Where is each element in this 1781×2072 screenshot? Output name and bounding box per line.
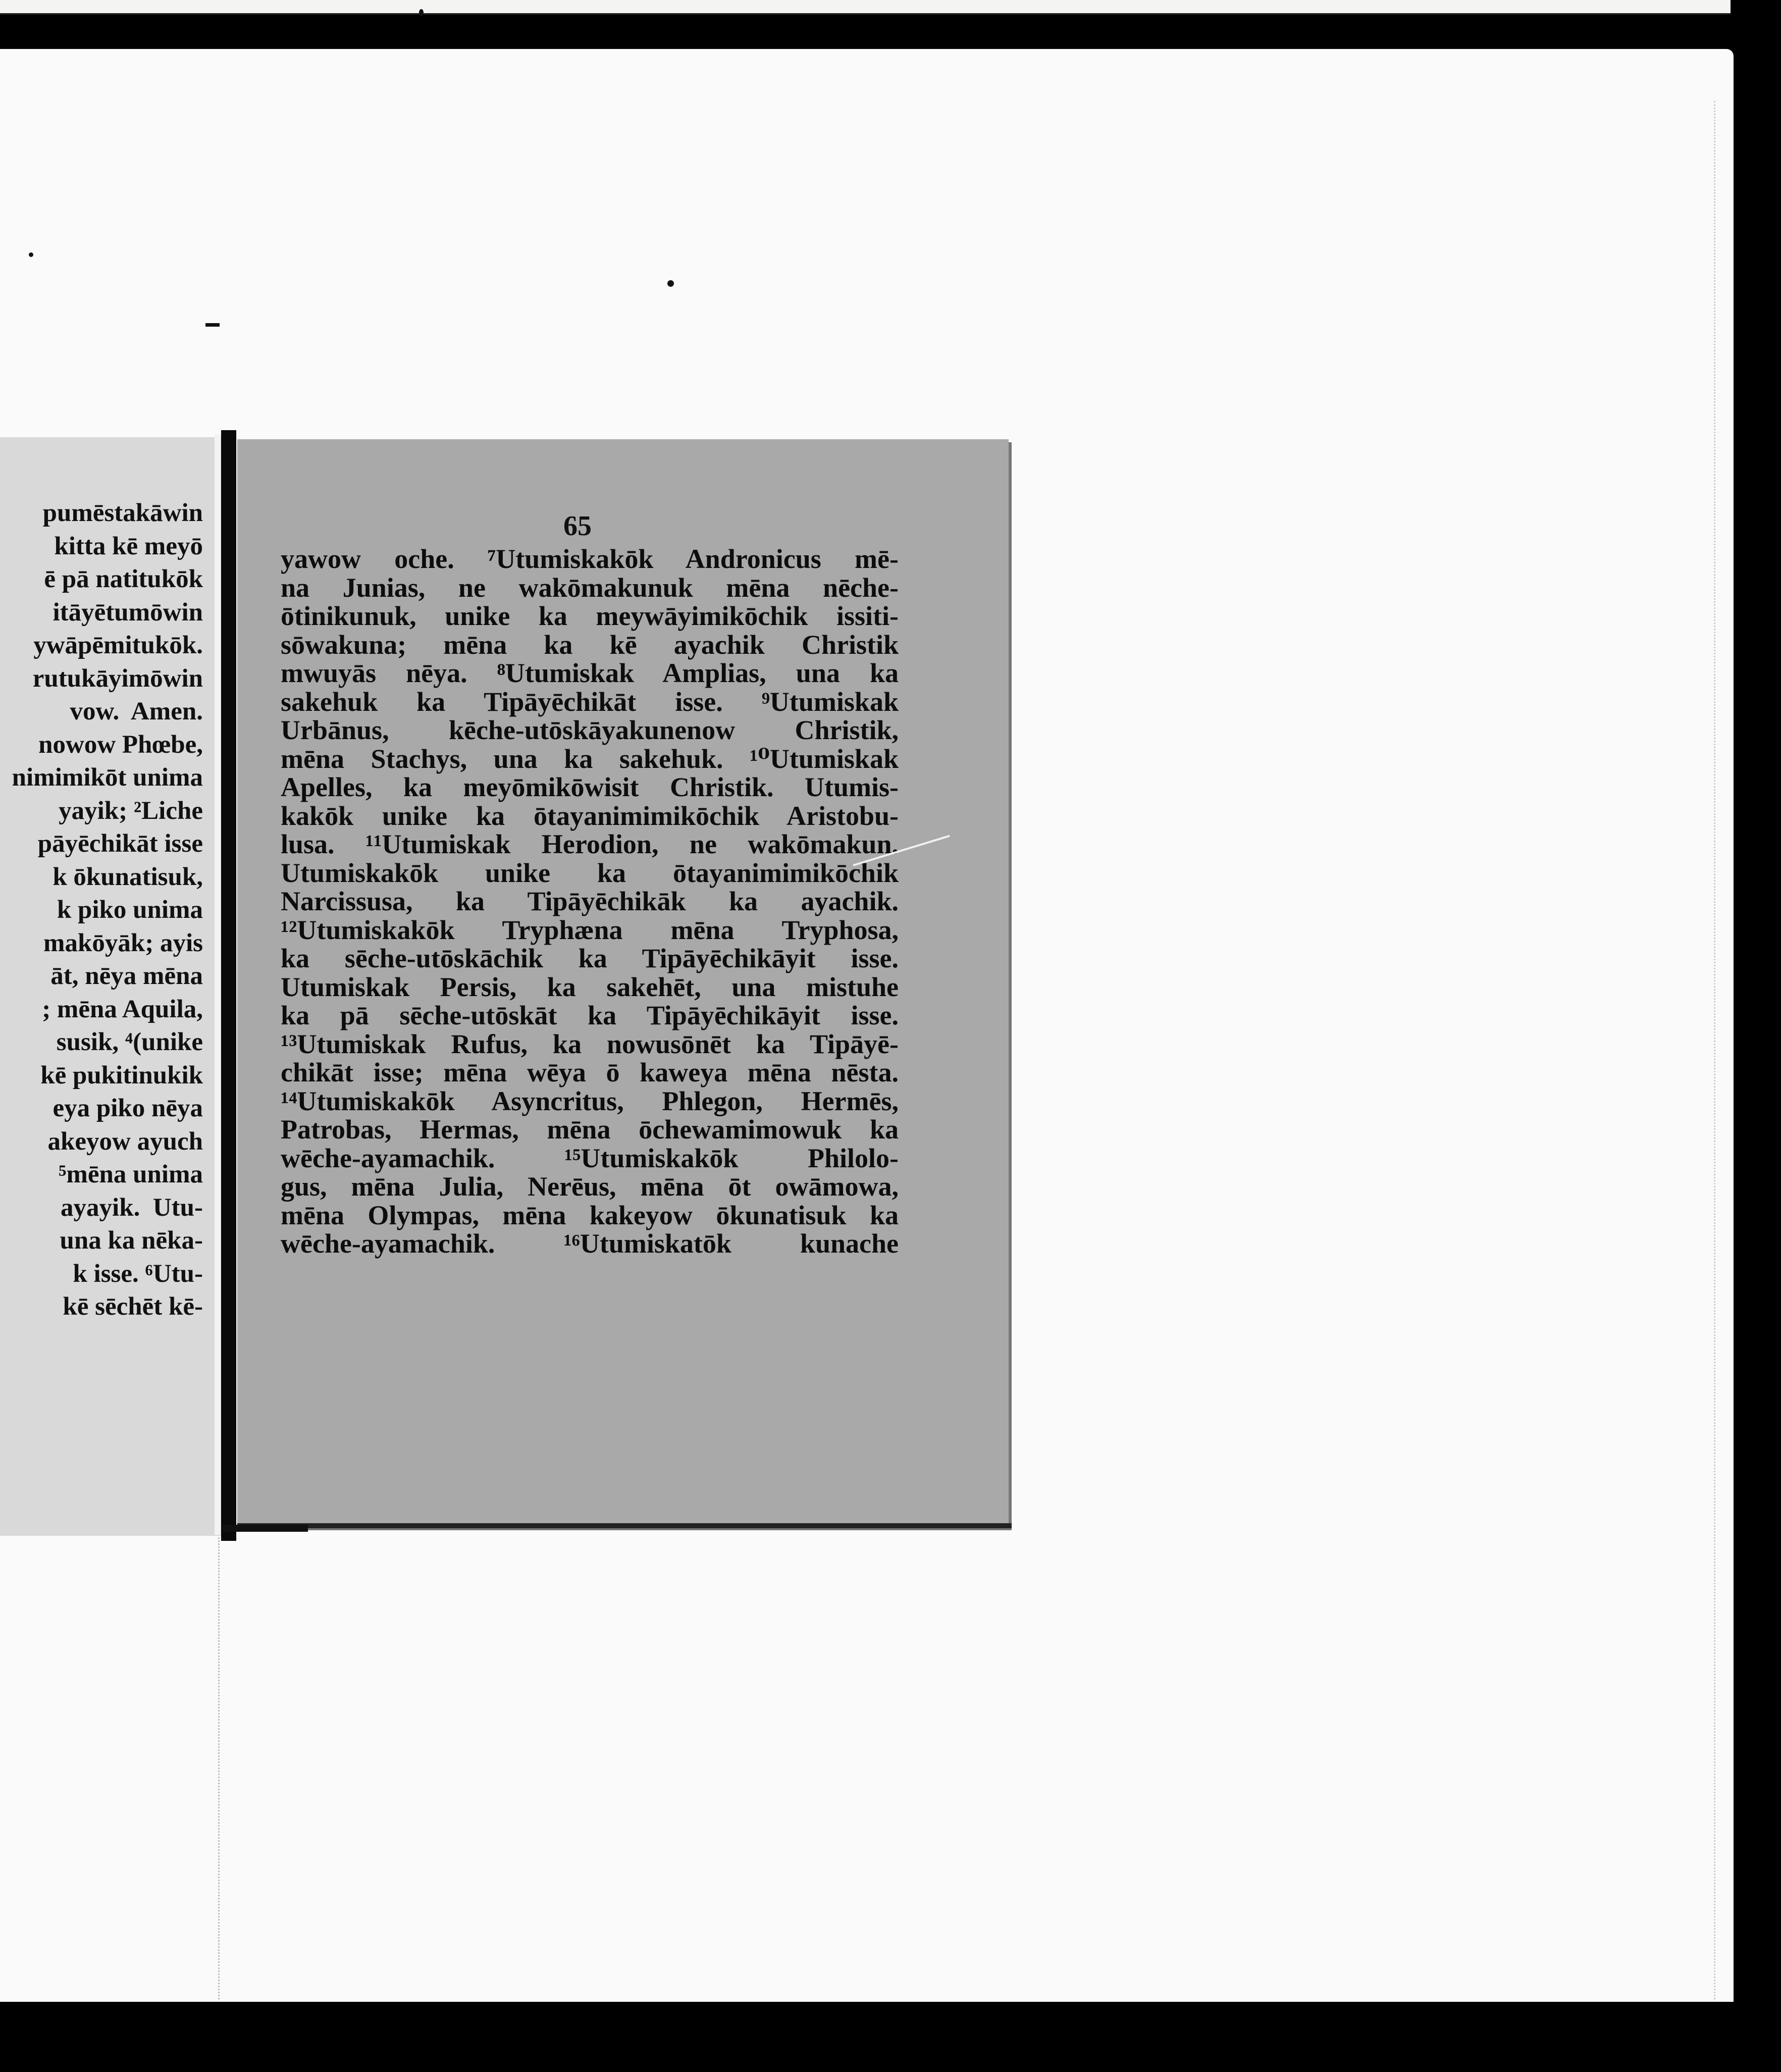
fold-line [218, 1505, 220, 1999]
right-page-line: chikāt isse; mēna wēya ō kaweya mēna nēsta. [281, 1057, 899, 1087]
right-page-line: Apelles, ka meyōmikōwisit Christik. Utumis- [281, 772, 899, 802]
right-page-line: ka sēche-utōskāchik ka Tipāyēchikāyit isse. [281, 943, 899, 973]
left-page-line: k piko unima [57, 896, 203, 924]
left-page-line: una ka nēka- [60, 1226, 203, 1255]
left-page-line: susik, ⁴(unike [56, 1028, 203, 1056]
right-page-line: ¹²Utumiskakōk Tryphæna mēna Tryphosa, [281, 914, 899, 945]
book-spine [221, 430, 236, 1541]
right-page-line: Utumiskakōk unike ka ōtayanimimikōchik [281, 857, 899, 888]
right-page-text [281, 545, 899, 1258]
left-page-line: nimimikōt unima [12, 763, 203, 792]
right-page-line: gus, mēna Julia, Nerēus, mēna ōt owāmowa, [281, 1171, 899, 1202]
left-page-line: ayayik. Utu- [61, 1193, 203, 1222]
spine-highlight [215, 434, 221, 1535]
page-number: 65 [563, 510, 592, 542]
right-page-line: Urbānus, kēche-utōskāyakunenow Christik, [281, 715, 899, 745]
right-page-line: mēna Stachys, una ka sakehuk. ¹⁰Utumiskak [281, 743, 899, 774]
left-page-line: rutukāyimōwin [32, 664, 203, 693]
left-page-line: vow. Amen. [70, 697, 203, 726]
page-bottom-edge [237, 1523, 1012, 1528]
sheet-edge-line [1714, 101, 1715, 1999]
right-page-line: Patrobas, Hermas, mēna ōchewamimowuk ka [281, 1114, 899, 1145]
left-page-line: k ōkunatisuk, [53, 862, 203, 891]
left-page-line: k isse. ⁶Utu- [73, 1259, 203, 1288]
right-page-line: mwuyās nēya. ⁸Utumiskak Amplias, una ka [281, 658, 899, 688]
scanner-top-strip [0, 0, 1731, 15]
right-page-line: lusa. ¹¹Utumiskak Herodion, ne wakōmakun. [281, 829, 899, 859]
left-page-line: ; mēna Aquila, [42, 995, 203, 1023]
right-page-line: wēche-ayamachik. ¹⁶Utumiskatōk kunache [281, 1228, 899, 1259]
left-page-line: kitta kē meyō [54, 532, 203, 560]
left-page-line: nowow Phœbe, [38, 730, 203, 759]
left-page-line: pāyēchikāt isse [37, 830, 203, 858]
right-page-line: ¹³Utumiskak Rufus, ka nowusōnēt ka Tipāyē- [281, 1028, 899, 1059]
right-page-line: na Junias, ne wakōmakunuk mēna nēche- [281, 572, 899, 603]
left-page-line: akeyow ayuch [47, 1127, 203, 1156]
dust-speck [29, 252, 33, 257]
right-page-line: yawow oche. ⁷Utumiskakōk Andronicus mē- [281, 544, 899, 574]
dust-mark [205, 323, 220, 327]
left-page-line: yayik; ²Liche [59, 796, 203, 825]
right-page-line: ōtinikunuk, unike ka meywāyimikōchik issiti- [281, 601, 899, 631]
right-page-line: mēna Olympas, mēna kakeyow ōkunatisuk ka [281, 1200, 899, 1230]
spine-clip [222, 1525, 308, 1532]
right-page-line: wēche-ayamachik. ¹⁵Utumiskakōk Philolo- [281, 1143, 899, 1173]
left-page-line: makōyāk; ayis [43, 928, 203, 957]
right-page-line: kakōk unike ka ōtayanimimikōchik Aristobu- [281, 800, 899, 831]
left-page-line: eya piko nēya [53, 1094, 203, 1122]
left-page-line: ywāpēmitukōk. [33, 631, 203, 659]
left-page-line: itāyētumōwin [53, 598, 203, 627]
left-page-line: kē pukitinukik [40, 1061, 203, 1090]
left-page-line: ē pā natitukōk [44, 565, 203, 593]
left-page-text [12, 497, 203, 1324]
left-page-line: ⁵mēna unima [59, 1160, 203, 1188]
left-book-page [0, 437, 221, 1536]
right-page-line: sōwakuna; mēna ka kē ayachik Christik [281, 629, 899, 660]
left-page-line: āt, nēya mēna [50, 962, 203, 990]
right-page-line: ¹⁴Utumiskakōk Asyncritus, Phlegon, Hermēs, [281, 1085, 899, 1116]
right-page-line: Narcissusa, ka Tipāyēchikāk ka ayachik. [281, 886, 899, 916]
dust-speck [419, 9, 424, 16]
left-page-line: pumēstakāwin [42, 499, 203, 527]
right-page-line: ka pā sēche-utōskāt ka Tipāyēchikāyit isse. [281, 1000, 899, 1030]
dust-speck [667, 280, 674, 287]
left-page-line: kē sēchēt kē- [63, 1292, 203, 1321]
right-page-line: Utumiskak Persis, ka sakehēt, una mistuhe [281, 971, 899, 1002]
right-page-line: sakehuk ka Tipāyēchikāt isse. ⁹Utumiskak [281, 686, 899, 717]
